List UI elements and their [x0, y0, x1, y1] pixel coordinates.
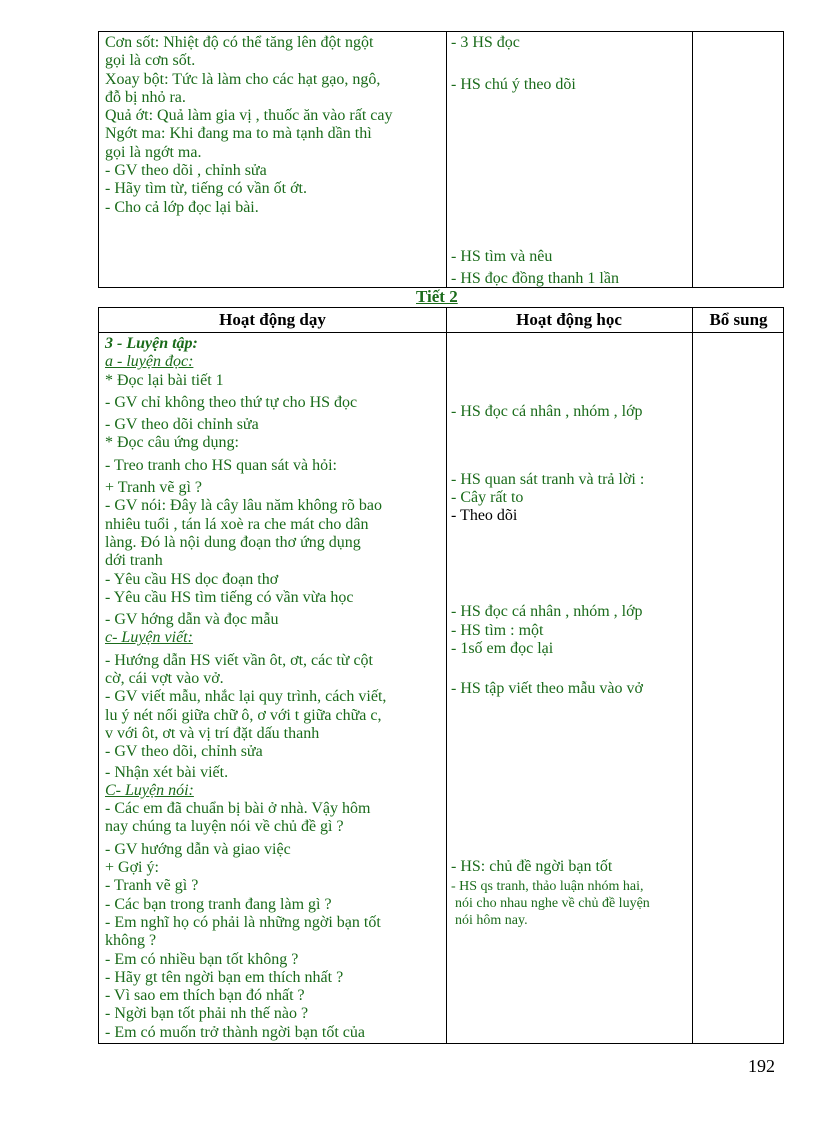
lesson-table	[98, 307, 784, 1044]
column-divider	[446, 308, 447, 1043]
text-line: v với ôt, ơt và vị trí đặt dấu thanh	[105, 724, 320, 742]
learn-line: - 3 HS đọc	[451, 34, 520, 51]
text-line: gọi là cơn sốt.	[105, 52, 196, 70]
text-line: Xoay bột: Tức là làm cho các hạt gạo, ngô,	[105, 70, 381, 88]
sub-heading: C- Luyện nói:	[105, 781, 194, 799]
section-heading: 3 - Luyện tập:	[105, 335, 198, 352]
header-extra: Bổ sung	[709, 310, 768, 329]
learn-line: - HS đọc đồng thanh 1 lần	[451, 270, 619, 287]
column-divider	[446, 32, 447, 287]
text-line: - Vì sao em thích bạn đó nhất ?	[105, 987, 305, 1005]
text-line: - Em có muốn trở thành ngời bạn tốt của	[105, 1023, 365, 1041]
column-divider	[692, 32, 693, 287]
learn-line: - HS đọc cá nhân , nhóm , lớp	[451, 403, 643, 420]
learn-line: nói cho nhau nghe về chủ đề luyện	[455, 896, 650, 911]
page-number: 192	[748, 1056, 775, 1076]
text-line: gọi là ngớt ma.	[105, 143, 202, 161]
text-line: Ngớt ma: Khi đang ma to mà tạnh dần thì	[105, 125, 372, 143]
text-line: * Đọc lại bài tiết 1	[105, 371, 224, 389]
text-line: - Hướng dẫn HS viết vần ôt, ơt, các từ cột	[105, 651, 373, 669]
header-learn: Hoạt động học	[516, 310, 622, 329]
learn-line: - HS tập viết theo mẫu vào vở	[451, 680, 643, 697]
text-line: nay chúng ta luyện nói về chủ đề gì ?	[105, 818, 344, 836]
learn-line: - HS tìm : một	[451, 622, 544, 639]
text-line: dới tranh	[105, 552, 163, 570]
sub-heading: a - luyện đọc:	[105, 353, 194, 371]
learn-line: - HS đọc cá nhân , nhóm , lớp	[451, 603, 643, 620]
section-title: Tiết 2	[416, 287, 458, 306]
text-line: - Hãy tìm từ, tiếng có vần ốt ớt.	[105, 180, 307, 198]
top-table	[98, 31, 784, 288]
text-line: - Tranh vẽ gì ?	[105, 877, 199, 895]
text-line: - GV theo dõi chỉnh sửa	[105, 416, 259, 434]
text-line: - Cho cả lớp đọc lại bài.	[105, 198, 259, 216]
text-line: - Em có nhiều bạn tốt không ?	[105, 950, 299, 968]
text-line: - Yêu cầu HS dọc đoạn thơ	[105, 570, 279, 588]
text-line: - GV theo dõi, chỉnh sửa	[105, 743, 263, 761]
text-line: - Ngời bạn tốt phải nh thế nào ?	[105, 1005, 309, 1023]
sub-heading: c- Luyện viết:	[105, 629, 193, 647]
text-line: - GV nói: Đây là cây lâu năm không rõ bao	[105, 497, 382, 515]
learn-line: - Cây rất to	[451, 489, 524, 506]
text-line: đỗ bị nhỏ ra.	[105, 88, 186, 106]
text-line: - GV chỉ không theo thứ tự cho HS đọc	[105, 393, 358, 411]
text-line: - Các em đã chuẩn bị bài ở nhà. Vậy hôm	[105, 800, 371, 818]
learn-line: - HS: chủ đề ngời bạn tốt	[451, 858, 613, 875]
text-line: nhiêu tuổi , tán lá xoè ra che mát cho dân	[105, 515, 369, 533]
text-line: - GV viết mẫu, nhắc lại quy trình, cách viết,	[105, 688, 387, 706]
text-line: * Đọc câu ứng dụng:	[105, 434, 239, 452]
column-divider	[692, 308, 693, 1043]
text-line: - Nhận xét bài viết.	[105, 763, 229, 781]
text-line: Quả ớt: Quả làm gia vị , thuốc ăn vào rất cay	[105, 107, 393, 125]
learn-line: nói hôm nay.	[455, 913, 528, 928]
text-line: - Hãy gt tên ngời bạn em thích nhất ?	[105, 968, 344, 986]
text-line: - GV hướng dẫn và giao việc	[105, 840, 291, 858]
text-line: + Tranh vẽ gì ?	[105, 479, 203, 497]
learn-line: - 1số em đọc lại	[451, 640, 554, 657]
header-divider	[99, 332, 783, 333]
text-line: - Em nghĩ họ có phải là những ngời bạn tốt	[105, 913, 381, 931]
learn-line: - HS qs tranh, thảo luận nhóm hai,	[451, 879, 644, 894]
header-teach: Hoạt động dạy	[219, 310, 326, 329]
text-line: + Gợi ý:	[105, 859, 159, 877]
text-line: - Yêu cầu HS tìm tiếng có vần vừa học	[105, 588, 354, 606]
text-line: - GV theo dõi , chỉnh sửa	[105, 162, 267, 180]
text-line: - Các bạn trong tranh đang làm gì ?	[105, 895, 332, 913]
text-line: cờ, cái vợt vào vở.	[105, 670, 224, 688]
top-teach-column	[101, 34, 446, 217]
text-line: làng. Đó là nội dung đoạn thơ ứng dụng	[105, 533, 361, 551]
teach-column	[101, 335, 446, 1042]
text-line: Cơn sốt: Nhiệt độ có thể tăng lên đột ngột	[105, 34, 374, 51]
learn-line: - HS chú ý theo dõi	[451, 76, 576, 93]
text-line: - Treo tranh cho HS quan sát và hỏi:	[105, 456, 337, 474]
learn-line: - Theo dõi	[451, 507, 518, 524]
text-line: - GV hớng dẫn và đọc mẫu	[105, 611, 279, 629]
learn-line: - HS quan sát tranh và trả lời :	[451, 471, 645, 488]
text-line: không ?	[105, 932, 157, 950]
text-line: lu ý nét nối giữa chữ ô, ơ với t giữa chữa c,	[105, 706, 382, 724]
learn-line: - HS tìm và nêu	[451, 248, 553, 265]
